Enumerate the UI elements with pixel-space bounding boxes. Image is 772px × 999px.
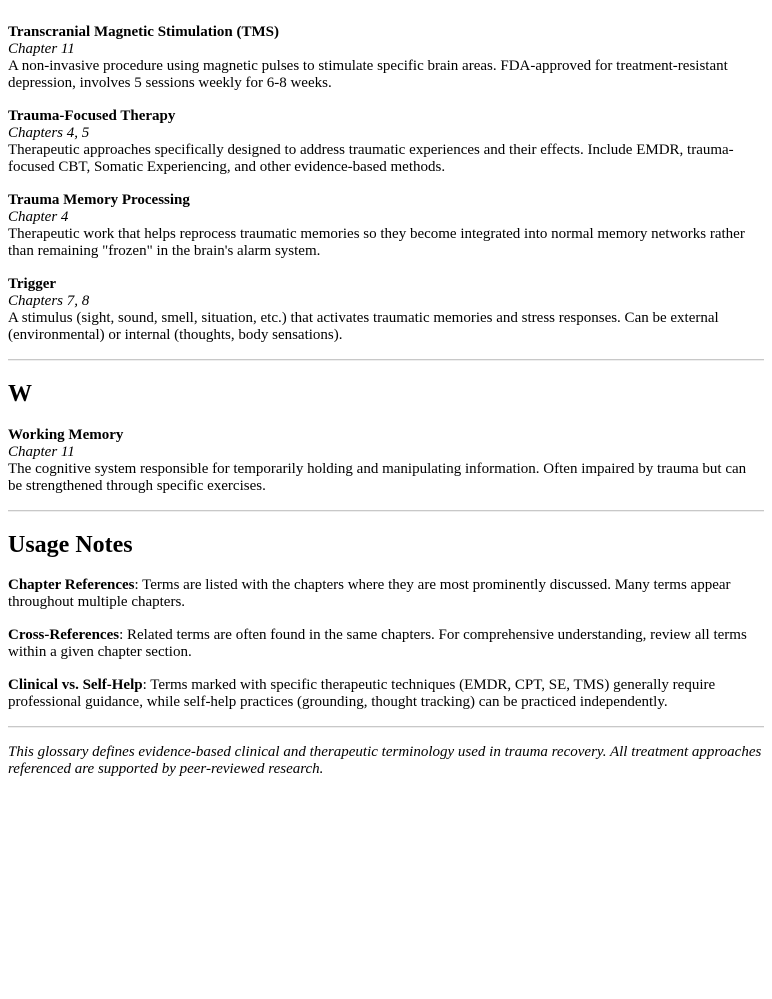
note-text: : Terms are listed with the chapters where they are most prominently discussed. Many terms appear throughout multiple chapters.	[8, 577, 731, 610]
note-text: : Related terms are often found in the same chapters. For comprehensive understanding, review all terms within a given chapter section.	[8, 627, 747, 660]
glossary-footer-note: This glossary defines evidence-based clinical and therapeutic terminology used in trauma recovery. All treatment approaches referenced are supported by peer-reviewed research.	[8, 744, 762, 777]
section-divider	[8, 359, 764, 361]
usage-note-chapter-references	[8, 577, 764, 611]
entry-chapters: Chapter 4	[8, 209, 69, 225]
usage-note-clinical-vs-self-help	[8, 677, 764, 711]
entry-term: Trigger	[8, 276, 57, 292]
entry-definition: A stimulus (sight, sound, smell, situation, etc.) that activates traumatic memories and stress responses. Can be external (environmental) or internal (thoughts, body sensations).	[8, 310, 719, 343]
entry-chapters: Chapter 11	[8, 41, 75, 57]
entry-term: Working Memory	[8, 427, 124, 443]
entry-definition: Therapeutic approaches specifically designed to address traumatic experiences and their effects. Include EMDR, trauma-focused CBT, Somatic Experiencing, and other evidence-based methods.	[8, 142, 734, 175]
entry-chapters: Chapters 7, 8	[8, 293, 90, 309]
section-divider	[8, 510, 764, 512]
entry-definition: Therapeutic work that helps reprocess traumatic memories so they become integrated into normal memory networks rather than remaining "frozen" in the brain's alarm system.	[8, 226, 745, 259]
entry-term: Transcranial Magnetic Stimulation (TMS)	[8, 24, 279, 40]
entry-definition: The cognitive system responsible for temporarily holding and manipulating information. Often impaired by trauma but can be strengthened through specific exercises.	[8, 461, 747, 494]
section-divider	[8, 726, 764, 728]
note-label: Chapter References	[8, 577, 135, 593]
glossary-entry-working-memory	[8, 427, 764, 495]
letter-heading-w: W	[8, 381, 32, 407]
note-text: : Terms marked with specific therapeutic techniques (EMDR, CPT, SE, TMS) generally require professional guidance, while self-help practices (grounding, thought tracking) can be practiced independently.	[8, 677, 716, 710]
glossary-entry-trauma-memory-processing	[8, 192, 764, 260]
usage-notes-heading: Usage Notes	[8, 532, 133, 558]
glossary-entry-trauma-focused-therapy	[8, 108, 764, 176]
note-label: Clinical vs. Self-Help	[8, 677, 143, 693]
entry-term: Trauma-Focused Therapy	[8, 108, 176, 124]
glossary-entry-tms	[8, 24, 764, 92]
entry-term: Trauma Memory Processing	[8, 192, 190, 208]
entry-chapters: Chapters 4, 5	[8, 125, 90, 141]
glossary-entry-trigger	[8, 276, 764, 344]
usage-note-cross-references	[8, 627, 764, 661]
entry-definition: A non-invasive procedure using magnetic pulses to stimulate specific brain areas. FDA-approved for treatment-resistant depression, involves 5 sessions weekly for 6-8 weeks.	[8, 58, 728, 91]
note-label: Cross-References	[8, 627, 120, 643]
entry-chapters: Chapter 11	[8, 444, 75, 460]
